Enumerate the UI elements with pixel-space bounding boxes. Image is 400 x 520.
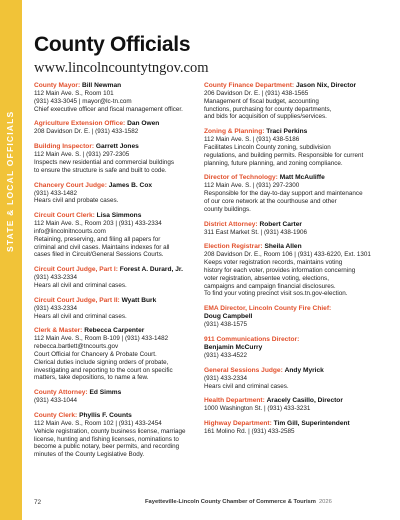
official-entry — [34, 266, 210, 290]
official-detail-line: 208 Davidson Dr. E., Room 106 | (931) 433-6220, Ext. 1301 — [204, 251, 371, 259]
official-heading — [204, 420, 380, 428]
official-detail-line: (931) 433-1482 — [34, 189, 78, 197]
official-detail-line: of our core network at the courthouse and other — [204, 197, 337, 205]
official-detail-line: (931) 438-1575 — [204, 321, 248, 329]
official-heading — [204, 221, 380, 229]
official-entry — [204, 243, 380, 298]
official-name: Aracely Casillo, Director — [266, 397, 343, 405]
official-detail-line: (931) 433-2334 — [34, 274, 78, 282]
official-heading — [34, 266, 210, 274]
official-detail-line: 161 Molino Rd. | (931) 433-2585 — [204, 428, 295, 436]
right-column — [204, 82, 380, 443]
page-number: 72 — [34, 499, 42, 506]
official-heading — [34, 120, 210, 128]
official-detail-line: 112 Main Ave. S., Room 101 — [34, 90, 114, 97]
official-role: District Attorney: — [204, 220, 258, 228]
official-detail-line: 112 Main Ave. S., Room 102 | (931) 433-2454 — [34, 419, 162, 427]
official-heading — [204, 397, 380, 405]
official-detail-line: info@lincolnitncourts.com — [34, 227, 106, 235]
official-name: Traci Perkins — [266, 128, 308, 136]
official-entry — [204, 420, 380, 436]
official-detail-line: Facilitates Lincoln County zoning, subdivision — [204, 143, 331, 151]
publication-credit — [145, 499, 332, 505]
official-entry — [34, 182, 210, 206]
official-detail-line: 112 Main Ave. S. | (931) 438-5186 — [204, 136, 300, 144]
official-detail-line: minutes of the County Legislative Body. — [34, 451, 145, 459]
official-name: Robert Carter — [259, 220, 302, 228]
official-detail-line: Keeps voter registration records, maintains voting — [204, 259, 343, 267]
publication-year: 2026 — [318, 499, 332, 505]
official-detail-line: campaigns and campaign financial disclosures. — [204, 282, 336, 290]
official-detail-line: Clerical duties include signing orders of probate, — [34, 358, 169, 366]
website-url: www.lincolncountytngov.com — [34, 60, 209, 76]
official-entry — [34, 143, 210, 174]
official-entry — [34, 120, 210, 136]
official-role: Zoning & Planning: — [204, 128, 265, 136]
official-detail-line: (931) 433-2334 — [204, 374, 248, 382]
side-tab — [0, 0, 22, 520]
official-detail-line: (931) 433-4522 — [204, 351, 248, 359]
official-detail-line: (931) 433-1044 — [34, 397, 78, 405]
official-detail-line: regulations, and building permits. Responsible for current — [204, 151, 364, 159]
official-detail-line: 112 Main Ave. S. | (931) 297-2300 — [204, 182, 300, 190]
official-name: Phyllis F. Counts — [79, 411, 132, 419]
official-detail-line: (931) 433-3045 | mayor@lc-tn.com — [34, 97, 132, 105]
official-entry — [34, 327, 210, 382]
official-role: Election Registrar: — [204, 243, 263, 251]
official-heading — [34, 143, 210, 151]
official-role: Chancery Court Judge: — [34, 181, 107, 189]
official-heading — [204, 82, 380, 90]
official-entry — [204, 174, 380, 213]
official-detail-line: Inspects new residential and commercial buildings — [34, 158, 175, 166]
official-name: Dan Owen — [127, 120, 160, 128]
official-detail-line: Vehicle registration, county business license, marriage — [34, 427, 186, 435]
official-heading — [34, 297, 210, 305]
official-detail-line: 206 Davidson Dr. E. | (931) 438-1565 — [204, 90, 309, 97]
official-name: Doug Campbell — [204, 313, 253, 321]
official-detail-line: license, hunting and fishing licenses, nominations to — [34, 435, 179, 443]
official-entry — [204, 128, 380, 167]
official-detail-line: become a public notary, beer permits, and recording — [34, 443, 180, 451]
official-detail-line: matters, take depositions, to name a few. — [34, 374, 149, 382]
official-entry — [34, 82, 210, 113]
official-name: James B. Cox — [108, 181, 153, 189]
official-detail-line: Hears all civil and criminal cases. — [34, 312, 127, 320]
official-entry — [204, 336, 380, 360]
page-title: County Officials — [34, 33, 191, 56]
official-role: County Attorney: — [34, 389, 88, 397]
official-detail-line: 311 East Market St. | (931) 438-1906 — [204, 228, 308, 236]
official-entry — [34, 212, 210, 259]
official-entry — [204, 367, 380, 391]
official-heading — [34, 82, 210, 90]
publication-name: Fayetteville-Lincoln County Chamber of Commerce & Tourism — [145, 499, 316, 505]
official-role: Health Department: — [204, 397, 265, 405]
official-detail-line: rebecca.bartlett@tncourts.gov — [34, 343, 119, 351]
left-column — [34, 82, 210, 466]
side-tab-label: STATE & LOCAL OFFICIALS — [5, 110, 15, 252]
official-heading — [34, 327, 210, 335]
official-entry — [204, 305, 380, 329]
official-detail-line: Hears civil and criminal cases. — [204, 382, 289, 390]
official-detail-line: to ensure the structure is safe and built to code. — [34, 166, 167, 174]
official-detail-line: Responsible for the day-to-day support and maintenance — [204, 190, 363, 198]
official-role: Building Inspector: — [34, 143, 95, 151]
official-detail-line: Management of fiscal budget, accounting — [204, 97, 319, 105]
official-name: Andy Myrick — [284, 366, 324, 374]
official-detail-line: 112 Main Ave. S., Room B-109 | (931) 433-1482 — [34, 335, 169, 343]
official-name: Tim Gill, Superintendent — [273, 420, 350, 428]
page-header — [34, 34, 209, 76]
official-role: EMA Director, Lincoln County Fire Chief: — [204, 305, 332, 313]
official-heading — [204, 128, 380, 136]
official-heading — [34, 412, 210, 420]
official-detail-line: Court Official for Chancery & Probate Court. — [34, 350, 157, 358]
official-name: Garrett Jones — [95, 143, 139, 151]
official-entry — [204, 82, 380, 121]
official-role: Agriculture Extension Office: — [34, 120, 126, 128]
official-role: County Finance Department: — [204, 82, 295, 89]
official-entry — [34, 389, 210, 405]
official-role: Circuit Court Judge, Part I: — [34, 266, 118, 274]
official-name: Benjamin McCurry — [204, 343, 263, 351]
official-heading — [204, 336, 380, 352]
official-heading — [34, 182, 210, 190]
official-name: Matt McAuliffe — [279, 174, 325, 182]
official-role: County Clerk: — [34, 411, 78, 419]
official-role: Circuit Court Clerk: — [34, 212, 95, 220]
official-detail-line: Chief executive officer and fiscal management officer. — [34, 105, 183, 113]
official-name: Forest A. Durard, Jr. — [119, 266, 183, 274]
official-detail-line: Retaining, preserving, and filing all papers for — [34, 235, 161, 243]
official-name: Bill Newman — [82, 82, 122, 89]
official-heading — [204, 174, 380, 182]
official-name: Rebecca Carpenter — [84, 327, 145, 335]
official-name: Jason Nix, Director — [295, 82, 357, 89]
official-detail-line: Hears all civil and criminal cases. — [34, 281, 127, 289]
official-role: Director of Technology: — [204, 174, 278, 182]
official-name: Ed Simms — [89, 389, 122, 397]
official-name: Lisa Simmons — [96, 212, 142, 220]
official-entry — [204, 397, 380, 413]
official-detail-line: 112 Main Ave. S. | (931) 297-2305 — [34, 151, 130, 159]
official-detail-line: planning, future planning, and zoning compliance. — [204, 159, 343, 167]
official-detail-line: voter registration, absentee voting, elections, — [204, 274, 329, 282]
official-detail-line: and bids for acquisition of supplies/services. — [204, 113, 327, 121]
official-role: Clerk & Master: — [34, 327, 83, 335]
official-detail-line: 112 Main Ave. S., Room 203 | (931) 433-2334 — [34, 220, 162, 228]
official-detail-line: history for each voter, provides information concerning — [204, 266, 356, 274]
official-detail-line: 208 Davidson Dr. E. | (931) 433-1582 — [34, 128, 139, 136]
official-role: 911 Communications Director: — [204, 335, 300, 343]
official-role: County Mayor: — [34, 82, 81, 89]
official-heading — [34, 389, 210, 397]
official-detail-line: (931) 433-2334 — [34, 304, 78, 312]
official-role: Circuit Court Judge, Part II: — [34, 296, 120, 304]
official-role: Highway Department: — [204, 420, 272, 428]
official-entry — [34, 412, 210, 459]
official-name: Wyatt Burk — [121, 296, 157, 304]
official-detail-line: county buildings. — [204, 205, 251, 213]
official-detail-line: investigating and reporting to the court on specific — [34, 366, 173, 374]
official-detail-line: Hears civil and probate cases. — [34, 197, 119, 205]
official-heading — [34, 212, 210, 220]
official-heading — [204, 305, 380, 321]
official-heading — [204, 243, 380, 251]
official-role: General Sessions Judge: — [204, 366, 283, 374]
official-entry — [204, 221, 380, 237]
official-detail-line: To find your voting precinct visit sos.tn.gov-election. — [204, 290, 348, 298]
official-name: Sheila Allen — [264, 243, 302, 251]
official-detail-line: cases filed in Circuit/General Sessions Courts. — [34, 251, 164, 259]
official-detail-line: criminal and civil cases. Maintains indexes for all — [34, 243, 170, 251]
official-heading — [204, 367, 380, 375]
official-detail-line: functions, purchasing for county departments, — [204, 105, 332, 113]
official-detail-line: 1000 Washington St. | (931) 433-3231 — [204, 405, 311, 413]
official-entry — [34, 297, 210, 321]
